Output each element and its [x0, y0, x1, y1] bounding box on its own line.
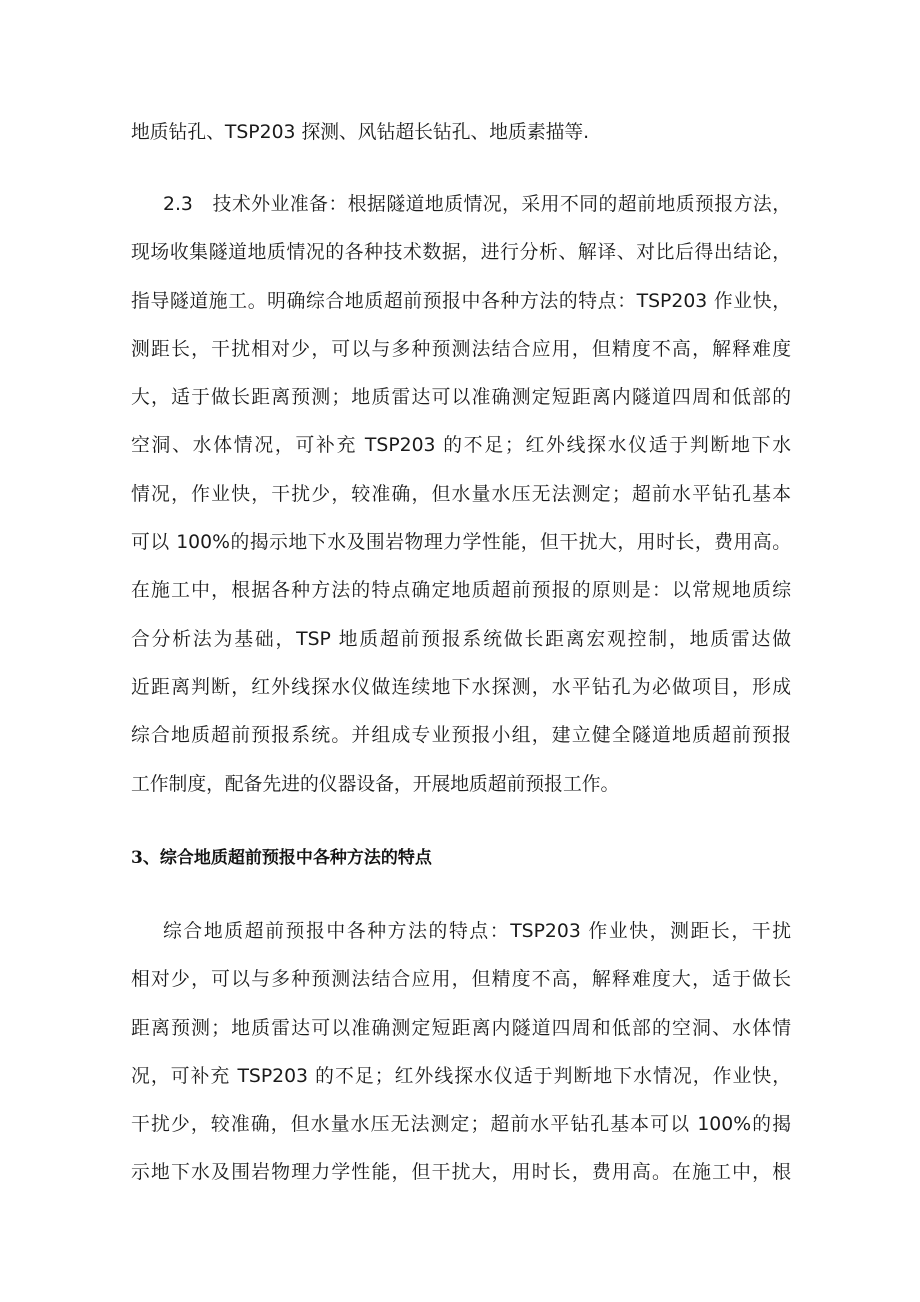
- paragraph-technical-preparation: [131, 181, 791, 809]
- text-line: 大，适于做长距离预测；地质雷达可以准确测定短距离内隧道四周和低部的: [131, 387, 791, 409]
- text-line: 现场收集隧道地质情况的各种技术数据，进行分析、解译、对比后得出结论，: [131, 242, 791, 264]
- text-line: 距离预测；地质雷达可以准确测定短距离内隧道四周和低部的空洞、水体情: [131, 1017, 791, 1039]
- text-line: 合分析法为基础，TSP 地质超前预报系统做长距离宏观控制，地质雷达做: [131, 628, 791, 650]
- text-line: 况，可补充 TSP203 的不足；红外线探水仪适于判断地下水情况，作业快，: [131, 1065, 791, 1087]
- text-line: 相对少，可以与多种预测法结合应用，但精度不高，解释难度大，适于做长: [131, 969, 791, 991]
- text-line: 综合地质超前预报系统。并组成专业预报小组，建立健全隧道地质超前预报: [131, 725, 791, 747]
- text-line: 空洞、水体情况，可补充 TSP203 的不足；红外线探水仪适于判断地下水: [131, 435, 791, 457]
- text-line: 指导隧道施工。明确综合地质超前预报中各种方法的特点：TSP203 作业快，: [131, 290, 791, 312]
- text-line: 测距长，干扰相对少，可以与多种预测法结合应用，但精度不高，解释难度: [131, 338, 791, 360]
- section-heading-wrapper: [131, 834, 791, 882]
- text-line: 工作制度，配备先进的仪器设备，开展地质超前预报工作。: [131, 773, 620, 795]
- text-line: 综合地质超前预报中各种方法的特点：TSP203 作业快，测距长，干扰: [163, 921, 791, 942]
- paragraph-method-characteristics: [131, 908, 791, 1198]
- text-line: 在施工中，根据各种方法的特点确定地质超前预报的原则是：以常规地质综: [131, 580, 791, 602]
- text-line: 2.3 技术外业准备：根据隧道地质情况，采用不同的超前地质预报方法，: [163, 194, 791, 215]
- text-line: 近距离判断，红外线探水仪做连续地下水探测，水平钻孔为必做项目，形成: [131, 676, 791, 698]
- paragraph-continuation: [131, 109, 791, 157]
- text-line: 示地下水及围岩物理力学性能，但干扰大，用时长，费用高。在施工中，根: [131, 1162, 791, 1184]
- text-line: 地质钻孔、TSP203 探测、风钻超长钻孔、地质素描等.: [131, 122, 590, 143]
- text-line: 情况，作业快，干扰少，较准确，但水量水压无法测定；超前水平钻孔基本: [131, 483, 791, 505]
- text-line: 干扰少，较准确，但水量水压无法测定；超前水平钻孔基本可以 100%的揭: [131, 1114, 791, 1136]
- section-heading: 3、综合地质超前预报中各种方法的特点: [131, 848, 432, 868]
- text-line: 可以 100%的揭示地下水及围岩物理力学性能，但干扰大，用时长，费用高。: [131, 532, 791, 554]
